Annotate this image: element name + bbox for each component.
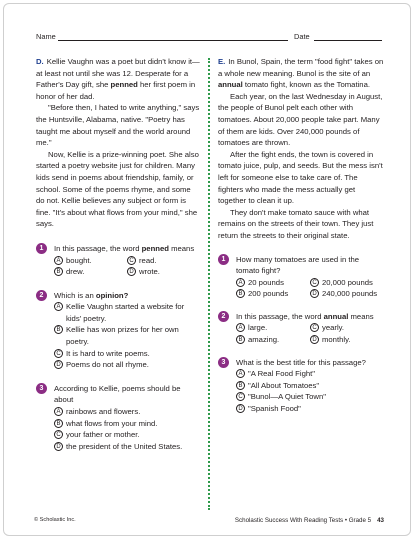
answer-bubble[interactable]: C (54, 430, 63, 439)
answer-choice[interactable] (54, 301, 200, 324)
answer-choice[interactable] (127, 255, 200, 267)
question-text-part: In this passage, the word (54, 243, 142, 253)
answer-text: drew. (66, 267, 85, 277)
answer-choice[interactable] (310, 288, 384, 300)
vocabulary-word: penned (110, 80, 138, 90)
question-text-part: Which is an (54, 290, 96, 300)
answer-text: yearly. (322, 323, 345, 333)
name-field[interactable] (58, 40, 288, 41)
answer-choice[interactable] (54, 418, 200, 430)
answer-text: "Bunol—A Quiet Town" (248, 392, 326, 402)
answer-bubble[interactable]: A (236, 278, 245, 287)
answer-choice[interactable] (236, 277, 310, 289)
passage-paragraph (218, 56, 384, 91)
passage-text: Each year, on the last Wednesday in August, the people of Bunol pelt each other with tomatoes. About 20,000 people take part. Many of them are kids. Over 240,000 pounds of tomatoes are thrown. (218, 91, 383, 148)
answer-text: Kellie Vaughn started a website for kids' poetry. (66, 302, 185, 323)
answer-choice[interactable] (236, 368, 384, 380)
question-text-part: How many tomatoes are used in the tomato fight? (236, 254, 360, 276)
answer-bubble[interactable]: B (236, 335, 245, 344)
answer-bubble[interactable]: C (310, 278, 319, 287)
right-column (218, 56, 384, 415)
question-text-bold: annual (323, 311, 349, 321)
questions-e (218, 254, 384, 415)
answer-bubble[interactable]: D (310, 289, 319, 298)
answer-text: It is hard to write poems. (66, 348, 150, 358)
passage-e (218, 56, 384, 242)
answer-row (236, 277, 384, 289)
answer-text: monthly. (322, 335, 351, 345)
answer-choice[interactable] (310, 277, 384, 289)
answer-bubble[interactable]: B (236, 289, 245, 298)
passage-text: tomato fight, known as the Tomatina. (242, 80, 370, 90)
answer-row (236, 334, 384, 346)
copyright-notice: © Scholastic Inc. (34, 517, 76, 523)
answer-text: large. (248, 323, 268, 333)
answer-text: wrote. (139, 267, 160, 277)
passage-text: They don't make tomato sauce with what remains on the streets of their town. They just return the streets to their original state. (218, 207, 374, 240)
question-text-bold: opinion? (95, 290, 129, 300)
answer-bubble[interactable]: A (236, 323, 245, 332)
book-title: Scholastic Success With Reading Tests • Grade 5 (234, 517, 372, 524)
passage-letter: D. (36, 57, 44, 66)
answer-text: rainbows and flowers. (66, 407, 141, 417)
question-number-badge: 2 (36, 290, 47, 301)
questions-d (36, 243, 200, 453)
answer-bubble[interactable]: D (310, 335, 319, 344)
answer-text: what flows from your mind. (66, 418, 158, 428)
question-number-badge: 3 (36, 383, 47, 394)
answer-choice[interactable] (127, 266, 200, 278)
answer-bubble[interactable]: B (54, 267, 63, 276)
answer-bubble[interactable]: C (127, 256, 136, 265)
answer-bubble[interactable]: D (54, 360, 63, 369)
question (218, 254, 384, 300)
passage-text: Now, Kellie is a prize-winning poet. She also started a poetry website just for children. Many kids send in poems about friendship, family, or school. Some of the poems rhyme, and some do not. Kellie believes any subject or form is fine. "It's about what flows from your mind," she says. (36, 149, 199, 229)
passage-text: "Before then, I hated to write anything," says the Huntsville, Alabama, native. "Poetry has taught me about myself and the world around me." (36, 103, 200, 148)
answer-text: bought. (66, 255, 92, 265)
passage-letter: E. (218, 57, 226, 66)
question-text-part: According to Kellie, poems should be about (54, 383, 181, 405)
answer-choice[interactable] (236, 380, 384, 392)
answer-bubble[interactable]: C (236, 392, 245, 401)
answer-choice[interactable] (236, 322, 310, 334)
answer-text: 240,000 pounds (322, 289, 378, 299)
question-text-part: means (348, 311, 374, 321)
passage-paragraph (36, 102, 200, 148)
answer-bubble[interactable]: A (54, 302, 63, 311)
vocabulary-word: annual (218, 80, 243, 90)
answer-text: 20,000 pounds (322, 277, 373, 287)
passage-d (36, 56, 200, 230)
page-footer (235, 517, 384, 524)
answer-text: Kellie has won prizes for her own poetry. (66, 325, 179, 347)
question (218, 357, 384, 415)
answer-row (236, 322, 384, 334)
passage-text: Kellie Vaughn was a poet but didn't know it—at least not until she was 12. Desperate for a Father's Day gift, she (36, 57, 200, 90)
answer-bubble[interactable]: B (236, 381, 245, 390)
question-text (236, 357, 384, 369)
date-label: Date (294, 32, 310, 41)
answer-text: Poems do not all rhyme. (66, 360, 149, 370)
answer-text: "Spanish Food" (248, 404, 301, 414)
answer-choice[interactable] (236, 334, 310, 346)
answer-bubble[interactable]: A (54, 407, 63, 416)
question-text (54, 290, 200, 302)
answer-bubble[interactable]: B (54, 419, 63, 428)
left-column (36, 56, 200, 452)
answer-row (236, 288, 384, 300)
question-number-badge: 2 (218, 311, 229, 322)
answer-choice[interactable] (310, 322, 384, 334)
passage-text: After the fight ends, the town is covered in tomato juice, pulp, and seeds. But the mess isn't left for someone else to take care of. The fighters who made the mess actually get together to clean it up. (218, 149, 383, 206)
question (218, 311, 384, 346)
answer-bubble[interactable]: A (236, 369, 245, 378)
answer-text: 200 pounds (248, 289, 289, 299)
question-text (54, 243, 200, 255)
column-divider (208, 58, 210, 510)
answer-text: 20 pounds (248, 277, 284, 287)
answer-choice[interactable] (236, 288, 310, 300)
question-text (236, 254, 384, 277)
answer-row (54, 255, 200, 267)
answer-bubble[interactable]: C (54, 349, 63, 358)
answer-choice[interactable] (54, 359, 200, 371)
answer-row (54, 266, 200, 278)
answer-choice[interactable] (54, 255, 127, 267)
answer-bubble[interactable]: B (54, 325, 63, 334)
answer-choice[interactable] (236, 403, 384, 415)
question-number-badge: 1 (218, 254, 229, 265)
answer-text: amazing. (248, 335, 280, 345)
passage-paragraph (218, 149, 384, 207)
question-number-badge: 3 (218, 357, 229, 368)
question-number-badge: 1 (36, 243, 47, 254)
question (36, 383, 200, 453)
passage-text: In Bunol, Spain, the term "food fight" takes on a whole new meaning. Bunol is the site of an (218, 57, 384, 78)
answer-choice[interactable] (54, 429, 200, 441)
passage-paragraph (218, 207, 384, 242)
question (36, 290, 200, 371)
answer-choice[interactable] (54, 324, 200, 347)
question-text-part: In this passage, the word (236, 311, 324, 321)
answer-choice[interactable] (54, 406, 200, 418)
answer-text: "A Real Food Fight" (248, 369, 315, 379)
answer-text: your father or mother. (66, 430, 140, 440)
answer-text: the president of the United States. (66, 441, 183, 451)
passage-text: her first poem in honor of her dad. (36, 80, 196, 101)
answer-text: "All About Tomatoes" (248, 380, 320, 390)
answer-choice[interactable] (236, 391, 384, 403)
answer-choice[interactable] (54, 266, 127, 278)
page-number: 43 (377, 517, 384, 524)
question-text-part: What is the best title for this passage? (236, 357, 366, 367)
answer-bubble[interactable]: D (236, 404, 245, 413)
question-text-part: means (168, 243, 195, 253)
answer-text: read. (139, 255, 157, 265)
question-text (236, 311, 384, 323)
passage-paragraph (36, 149, 200, 230)
passage-paragraph (36, 56, 200, 102)
passage-paragraph (218, 91, 384, 149)
answer-bubble[interactable]: A (54, 256, 63, 265)
answer-bubble[interactable]: C (310, 323, 319, 332)
answer-choice[interactable] (54, 348, 200, 360)
date-field[interactable] (314, 40, 382, 41)
answer-choice[interactable] (310, 334, 384, 346)
question-text-bold: penned (141, 243, 169, 253)
answer-bubble[interactable]: D (127, 267, 136, 276)
answer-bubble[interactable]: D (54, 442, 63, 451)
name-label: Name (36, 32, 56, 41)
question (36, 243, 200, 278)
answer-choice[interactable] (54, 441, 200, 453)
question-text (54, 383, 200, 406)
